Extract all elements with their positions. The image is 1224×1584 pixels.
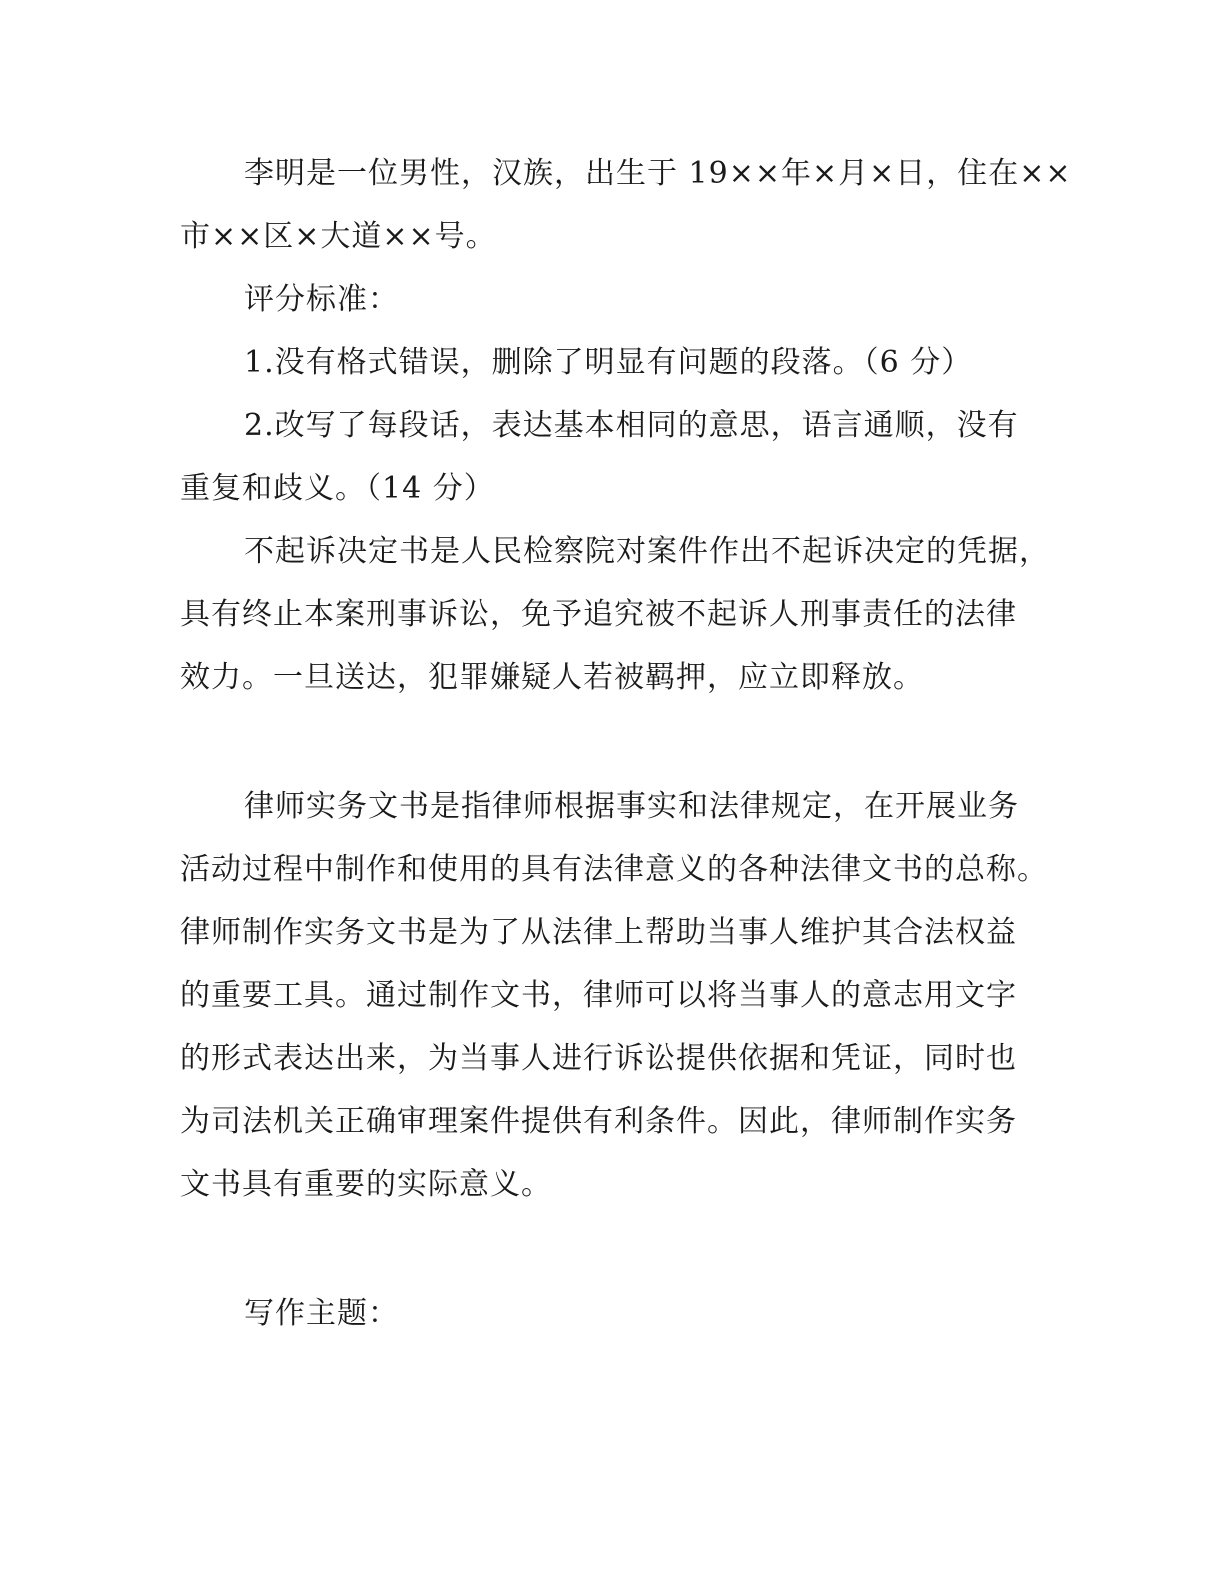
- paragraph-scoring-item-2: [180, 394, 1060, 520]
- paragraph-scoring-heading: [180, 268, 1060, 331]
- paragraph-lawyer-documents: [180, 775, 1060, 1216]
- paragraph-personal-info: [180, 142, 1072, 268]
- paragraph-non-prosecution: [180, 520, 1060, 709]
- text-line: 市××区×大道××号。: [180, 219, 497, 254]
- text-line: 律师制作实务文书是为了从法律上帮助当事人维护其合法权益: [180, 915, 1017, 950]
- text-line: 效力。一旦送达，犯罪嫌疑人若被羁押，应立即释放。: [180, 660, 924, 695]
- text-line: 评分标准：: [244, 282, 399, 317]
- text-line: 不起诉决定书是人民检察院对案件作出不起诉决定的凭据，: [244, 534, 1050, 569]
- text-line: 为司法机关正确审理案件提供有利条件。因此，律师制作实务: [180, 1104, 1017, 1139]
- document-page: [180, 142, 1072, 1345]
- paragraph-writing-topic: [180, 1282, 1060, 1345]
- text-line: 文书具有重要的实际意义。: [180, 1167, 552, 1202]
- text-line: 李明是一位男性，汉族，出生于 19××年×月×日，住在××: [244, 156, 1072, 191]
- text-line: 具有终止本案刑事诉讼，免予追究被不起诉人刑事责任的法律: [180, 597, 1017, 632]
- text-line: 1.没有格式错误，删除了明显有问题的段落。（6 分）: [244, 345, 973, 380]
- paragraph-scoring-item-1: [180, 331, 1060, 394]
- text-line: 重复和歧义。（14 分）: [180, 471, 495, 506]
- paragraph-spacer: [180, 1216, 1060, 1282]
- text-line: 的形式表达出来，为当事人进行诉讼提供依据和凭证，同时也: [180, 1041, 1017, 1076]
- text-line: 2.改写了每段话，表达基本相同的意思，语言通顺，没有: [244, 408, 1019, 443]
- text-line: 活动过程中制作和使用的具有法律意义的各种法律文书的总称。: [180, 852, 1048, 887]
- paragraph-spacer: [180, 709, 1060, 775]
- text-line: 的重要工具。通过制作文书，律师可以将当事人的意志用文字: [180, 978, 1017, 1013]
- text-line: 写作主题：: [244, 1296, 399, 1331]
- text-line: 律师实务文书是指律师根据事实和法律规定，在开展业务: [244, 789, 1019, 824]
